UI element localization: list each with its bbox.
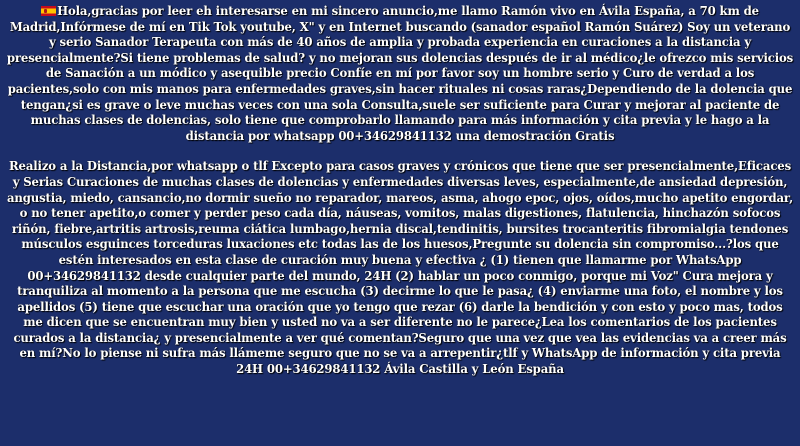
services-paragraph: Realizo a la Distancia,por whatsapp o tlf Excepto para casos graves y crónicos que tiene que ser presencialmente,Eficaces y Serias Curaciones de muchas clases de dolencias y enfermedades diversas leves, especialmente,de ansiedad depresión, angustia, miedo, cansancio,no dormir sueño no reparador, mareos, asma, ahogo epoc, ojos, oídos,mucho apetito engordar, o no tener apetito,o comer y perder peso cada día, náuseas, vomitos, malas digestiones, flatulencia, hinchazón sofocos riñón, fiebre,artritis artrosis,reuma ciática lumbago,hernia discal,tendinitis, bursites trocanteritis fibromialgia tendones músculos esguinces torceduras luxaciones etc todas las de los huesos,Pregunte su dolencia sin compromiso...?los que estén interesados en esta clase de curación muy buena y efectiva ¿ (1) tienen que llamarme por WhatsApp 00+34629841132 desde cualquier parte del mundo, 24H (2) hablar un poco conmigo, porque mi Voz" Cura mejora y tranquiliza al momento a la persona que me escucha (3) decirme lo que le pasa¿ (4) enviarme una foto, el nombre y los apellidos (5) tiene que escuchar una oración que yo tengo que rezar (6) darle la bendición y con esto y poco mas, todos me dicen que se encuentran muy bien y usted no va a ser diferente no le parece¿Lea los comentarios de los pacientes curados a la distancia¿ y presencialmente a ver qué comentan?Seguro que una vez que vea las evidencias va a creer más en mí?No lo piense ni sufra más llámeme seguro que no se va a arrepentir¿tlf y WhatsApp de información y cita previa 24H 00+34629841132 Ávila Castilla y León España — [6, 159, 794, 377]
spain-flag-icon — [41, 6, 56, 16]
intro-paragraph — [6, 4, 794, 144]
intro-paragraph-text: Hola,gracias por leer eh interesarse en mi sincero anuncio,me llamo Ramón vivo en Ávila España, a 70 km de Madrid,Infórmese de mí en Tik Tok youtube, X" y en Internet buscando (sanador español Ramón Suárez) Soy un veterano y serio Sanador Terapeuta con más de 40 años de amplia y probada experiencia en curaciones a la distancia y presencialmente?Si tiene problemas de salud? y no mejoran sus dolencias después de ir al médico¿le ofrezco mis servicios de Sanación a un módico y asequible precio Confíe en mí por favor soy un hombre serio y Curo de verdad a los pacientes,solo con mis manos para enfermedades graves,sin hacer rituales ni cosas raras¿Dependiendo de la dolencia que tengan¿si es grave o leve muchas veces con una sola Consulta,suele ser suficiente para Curar y mejorar al paciente de muchas clases de dolencias, solo tiene que comprobarlo llamando para más información y cita previa y le hago a la distancia por whatsapp 00+34629841132 una demostración Gratis — [6, 4, 794, 143]
